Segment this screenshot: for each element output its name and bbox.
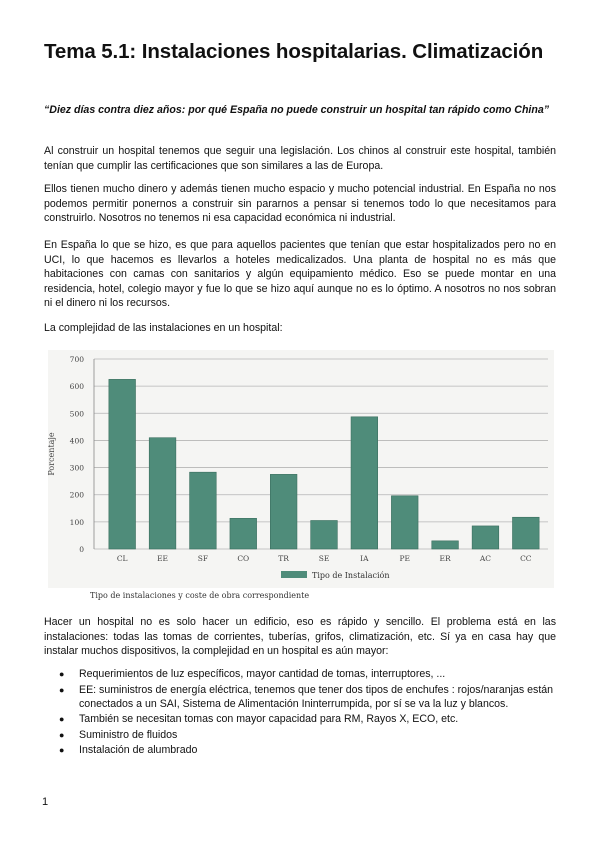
chart-y-tick-label: 200 (69, 490, 84, 500)
list-item (44, 743, 556, 757)
chart-x-tick-label: IA (360, 554, 369, 563)
paragraph-installations: Hacer un hospital no es solo hacer un edificio, eso es rápido y sencillo. El problema está en las instalaciones: todas las tomas de corrientes, tuberías, grifos, climatización, etc. Sí ya en casa hay que instalar muchos dispositivos, la complejidad en un hospital es aún mayor: (44, 616, 556, 658)
list-item (44, 667, 556, 681)
chart-y-tick-label: 500 (69, 409, 84, 419)
chart-svg (40, 346, 560, 604)
list-item (44, 683, 556, 711)
requirements-list (44, 667, 556, 759)
chart-bar-se (311, 521, 338, 550)
chart-x-tick-label: TR (278, 554, 289, 563)
chart-bar-co (230, 518, 257, 549)
list-item-text: Requerimientos de luz específicos, mayor cantidad de tomas, interruptores, ... (79, 668, 446, 680)
chart-bar-er (432, 541, 459, 549)
chart-bar-tr (270, 474, 297, 549)
chart-caption: Tipo de instalaciones y coste de obra correspondiente (90, 591, 310, 600)
bullet-icon: ● (59, 714, 65, 725)
list-item-text: También se necesitan tomas con mayor capacidad para RM, Rayos X, ECO, etc. (79, 713, 459, 726)
chart-x-tick-label: SF (197, 554, 209, 563)
chart-y-tick-label: 400 (69, 436, 84, 446)
bullet-icon: ● (59, 669, 65, 679)
chart-bar-ee (149, 438, 176, 549)
chart-x-tick-label: AC (479, 554, 492, 563)
chart-bar-pe (391, 496, 418, 549)
chart-x-tick-label: EE (157, 554, 169, 563)
chart-x-tick-label: SE (318, 554, 330, 563)
chart-y-axis-label: Porcentaje (47, 432, 56, 476)
list-item (44, 728, 556, 742)
chart-x-tick-label: PE (399, 554, 410, 563)
bullet-icon: ● (59, 684, 65, 695)
chart-y-tick-label: 0 (79, 545, 84, 554)
chart-x-tick-label: CO (237, 554, 250, 563)
chart-y-tick-label: 100 (69, 517, 84, 527)
chart-legend-label: Tipo de Instalación (312, 571, 390, 580)
list-item (44, 712, 556, 726)
chart-y-tick-label: 600 (69, 382, 84, 392)
bullet-icon: ● (59, 729, 65, 740)
installations-bar-chart (40, 346, 560, 604)
list-item-text: EE: suministros de energía eléctrica, tenemos que tener dos tipos de enchufes : rojos/naranjas están conectados a un SAI, Sistema de Alimentación Ininterrumpida, por sí se va la luz y blancos. (79, 683, 554, 710)
article-quote: “Diez días contra diez años: por qué España no puede construir un hospital tan rápido como China” (44, 104, 550, 116)
paragraph-resources: Ellos tienen mucho dinero y además tienen mucho espacio y mucho potencial industrial. En España no nos podemos permitir ponernos a construir sin pararnos a pensar si tenemos todo lo que necesitamos para construirlo. Nosotros no tenemos ni esa capacidad económica ni industrial. (44, 183, 556, 225)
chart-bar-cc (512, 517, 539, 549)
chart-x-tick-label: CL (116, 554, 128, 563)
chart-bar-ia (351, 417, 378, 549)
chart-y-tick-label: 300 (69, 463, 84, 473)
chart-legend-swatch (281, 571, 307, 578)
bullet-icon: ● (59, 745, 65, 756)
page-number: 1 (42, 796, 49, 808)
paragraph-legislation: Al construir un hospital tenemos que seguir una legislación. Los chinos al construir este hospital, también tenían que cumplir las certificaciones que son similares a las de Europa. (44, 145, 556, 172)
chart-x-tick-label: ER (439, 554, 451, 563)
list-item-text: Instalación de alumbrado (79, 744, 198, 757)
page-title: Tema 5.1: Instalaciones hospitalarias. Climatización (44, 40, 544, 63)
chart-x-tick-label: CC (520, 554, 532, 563)
chart-y-tick-label: 700 (69, 355, 84, 364)
list-item-text: Suministro de fluidos (79, 728, 178, 741)
chart-bar-cl (109, 379, 136, 549)
paragraph-complexity-intro: La complejidad de las instalaciones en un hospital: (44, 322, 283, 334)
paragraph-hotels: En España lo que se hizo, es que para aquellos pacientes que tenían que estar hospitalizados pero no en UCI, lo que hacemos es llevarlos a hoteles medicalizados. Una planta de hospital no es más que habitaciones con camas con sanitarios y algún equipamiento médico. Eso se puede montar en una residencia, hotel, colegio mayor y fue lo que se hizo aquí aunque no es lo óptimo. A nosotros no nos sobran ni el dinero ni los recursos. (44, 239, 556, 310)
chart-bar-sf (190, 472, 217, 549)
chart-bar-ac (472, 526, 499, 549)
